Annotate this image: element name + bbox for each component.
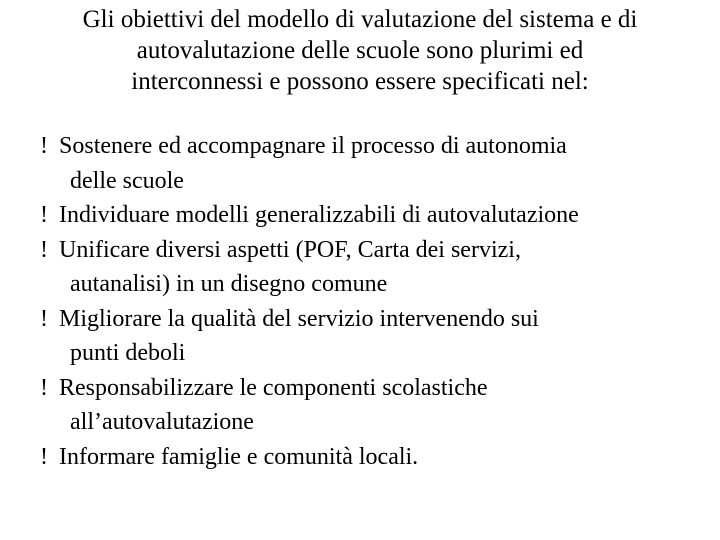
list-item — [40, 302, 712, 371]
bullet-marker: ! — [40, 236, 48, 263]
bullet-marker: ! — [40, 133, 48, 159]
list-item-text: punti deboli — [70, 340, 186, 366]
list-item-text: Individuare modelli generalizzabili di autovalutazione — [59, 202, 579, 228]
bullet-marker: ! — [40, 374, 48, 401]
list-item-text: autanalisi) in un disegno comune — [70, 271, 388, 297]
list-item — [40, 129, 712, 198]
list-item — [40, 233, 712, 302]
list-item-text: delle scuole — [70, 167, 184, 194]
list-item-text: all’autovalutazione — [70, 409, 254, 435]
list-item-text: Responsabilizzare le componenti scolastiche — [59, 374, 488, 401]
heading-line: Gli obiettivi del modello di valutazione del sistema e di — [82, 6, 638, 33]
bullet-marker: ! — [40, 305, 48, 332]
objectives-list — [40, 129, 712, 474]
list-item — [40, 440, 712, 475]
bullet-marker: ! — [40, 443, 48, 470]
list-item-text: Unificare diversi aspetti (POF, Carta dei servizi, — [59, 236, 521, 263]
list-item — [40, 371, 712, 440]
list-item-text: Informare famiglie e comunità locali. — [59, 443, 419, 470]
list-item — [40, 198, 712, 233]
list-item-text: Migliorare la qualità del servizio intervenendo sui — [59, 305, 539, 332]
slide-heading — [30, 4, 690, 97]
list-item-text: Sostenere ed accompagnare il processo di autonomia — [59, 133, 567, 159]
heading-line: interconnessi e possono essere specificati nel: — [131, 68, 589, 95]
bullet-marker: ! — [40, 202, 48, 228]
heading-line: autovalutazione delle scuole sono plurimi ed — [136, 37, 584, 64]
